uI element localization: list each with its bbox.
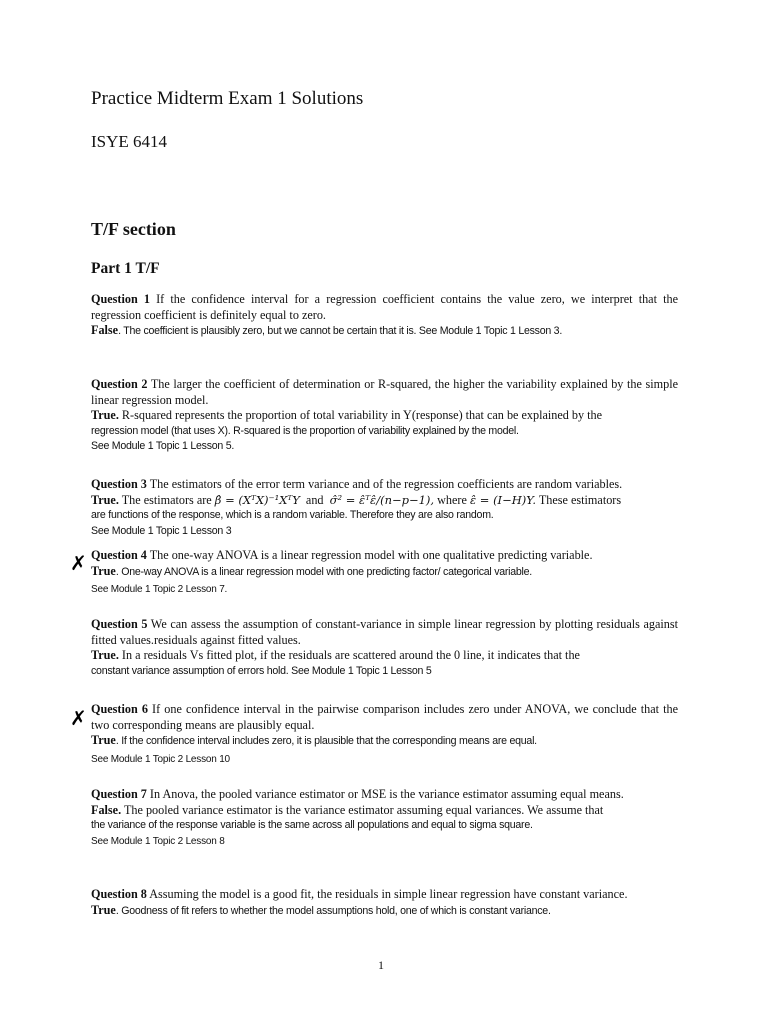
beta-hat-formula: β̂ = (XᵀX)⁻¹XᵀY	[214, 492, 300, 507]
question-5-text: We can assess the assumption of constant-variance in simple linear regression by plotting residuals against fitted values.residuals against fitted values.	[91, 617, 678, 647]
question-6	[91, 702, 678, 767]
question-2-prompt	[91, 377, 678, 408]
question-1-text: If the confidence interval for a regression coefficient contains the value zero, we interpret that the regression coefficient is definitely equal to zero.	[91, 292, 678, 322]
question-6-answer: True	[91, 733, 116, 748]
question-7	[91, 787, 678, 849]
question-1-explanation: . The coefficient is plausibly zero, but we cannot be certain that it is. See Module 1 Topic 1 Lesson 3.	[118, 325, 563, 338]
question-7-answer-line	[91, 803, 678, 819]
question-6-reference: See Module 1 Topic 2 Lesson 10	[91, 753, 230, 765]
question-2	[91, 377, 678, 455]
question-5-answer: True.	[91, 648, 119, 663]
question-4-prompt	[91, 548, 678, 564]
question-5-explanation: constant variance assumption of errors hold. See Module 1 Topic 1 Lesson 5	[91, 664, 432, 677]
question-3	[91, 477, 678, 539]
question-6-prompt	[91, 702, 678, 733]
question-6-explanation: . If the confidence interval includes zero, it is plausible that the corresponding means are equal.	[115, 735, 537, 748]
question-7-prompt	[91, 787, 678, 803]
question-2-text: The larger the coefficient of determination or R-squared, the higher the variability explained by the simple linear regression model.	[91, 377, 679, 407]
question-7-text: In Anova, the pooled variance estimator or MSE is the variance estimator assuming equal means.	[149, 787, 624, 801]
question-3-text: The estimators of the error term variance and of the regression coefficients are random variables.	[149, 477, 623, 491]
question-5-prompt	[91, 617, 678, 648]
question-3-reference: See Module 1 Topic 1 Lesson 3	[91, 524, 232, 537]
question-3-answer-line	[91, 493, 678, 509]
question-8-text: Assuming the model is a good fit, the residuals in simple linear regression have constant variance.	[149, 887, 628, 901]
question-2-label: Question 2	[91, 377, 148, 391]
question-5-explanation-serif: In a residuals Vs fitted plot, if the residuals are scattered around the 0 line, it indicates that the	[121, 648, 580, 663]
cross-mark-icon: ✗	[70, 706, 87, 730]
question-8-answer: True	[91, 902, 116, 917]
question-3-explanation-serif-b: These estimators	[538, 492, 622, 507]
question-4-explanation: . One-way ANOVA is a linear regression model with one predicting factor/ categorical variable.	[115, 565, 532, 578]
question-7-explanation: the variance of the response variable is the same across all populations and equal to sigma square.	[91, 819, 533, 832]
question-7-answer: False.	[91, 802, 122, 817]
question-7-explanation-serif: The pooled variance estimator is the variance estimator assuming equal variances. We assume that	[123, 802, 604, 817]
epsilon-hat-formula: ε̂ = (I−H)Y.	[469, 492, 537, 507]
question-4-answer-line	[91, 564, 678, 581]
question-7-label: Question 7	[91, 787, 147, 801]
where-word: where	[437, 492, 467, 507]
question-5	[91, 617, 678, 679]
question-1-label: Question 1	[91, 292, 150, 306]
question-4-reference: See Module 1 Topic 2 Lesson 7.	[91, 584, 228, 596]
question-3-prompt	[91, 477, 678, 493]
section-heading: T/F section	[91, 219, 176, 239]
question-2-answer-line	[91, 408, 678, 424]
question-4	[91, 548, 678, 598]
course-code: ISYE 6414	[91, 132, 168, 151]
page-number: 1	[378, 958, 384, 972]
question-8-answer-line	[91, 903, 678, 920]
question-2-answer: True.	[91, 408, 119, 423]
question-8-label: Question 8	[91, 887, 147, 901]
question-8-explanation: . Goodness of fit refers to whether the model assumptions hold, one of which is constant variance.	[115, 904, 551, 917]
question-3-explanation-serif-a: The estimators are	[121, 492, 212, 507]
question-4-answer: True	[91, 563, 116, 578]
question-8	[91, 887, 678, 919]
question-3-label: Question 3	[91, 477, 147, 491]
question-2-reference: See Module 1 Topic 1 Lesson 5.	[91, 440, 235, 453]
part-heading: Part 1 T/F	[91, 260, 160, 277]
question-2-explanation: regression model (that uses X). R-squared is the proportion of variability explained by the model.	[91, 424, 519, 437]
and-word: and	[305, 492, 324, 507]
question-2-explanation-serif: R-squared represents the proportion of total variability in Y(response) that can be explained by the	[121, 408, 603, 423]
question-1	[91, 292, 678, 340]
question-4-text: The one-way ANOVA is a linear regression model with one qualitative predicting variable.	[149, 548, 593, 562]
question-5-label: Question 5	[91, 617, 148, 631]
question-1-prompt	[91, 292, 678, 323]
question-8-prompt	[91, 887, 678, 903]
cross-mark-icon: ✗	[70, 551, 87, 575]
question-7-reference: See Module 1 Topic 2 Lesson 8	[91, 835, 225, 847]
document-title: Practice Midterm Exam 1 Solutions	[91, 88, 364, 109]
question-3-answer: True.	[91, 492, 119, 507]
question-4-label: Question 4	[91, 548, 147, 562]
sigma-hat-formula: σ̂² = ε̂ᵀε̂/(n−p−1),	[329, 492, 435, 507]
question-1-answer: False	[91, 323, 119, 338]
question-5-answer-line	[91, 648, 678, 664]
question-6-answer-line	[91, 733, 678, 750]
question-3-explanation: are functions of the response, which is a random variable. Therefore they are also random.	[91, 509, 494, 522]
question-6-label: Question 6	[91, 702, 148, 716]
question-1-answer-line	[91, 323, 678, 340]
question-6-text: If one confidence interval in the pairwise comparison includes zero under ANOVA, we conclude that the two corresponding means are plausibly equal.	[91, 702, 679, 732]
